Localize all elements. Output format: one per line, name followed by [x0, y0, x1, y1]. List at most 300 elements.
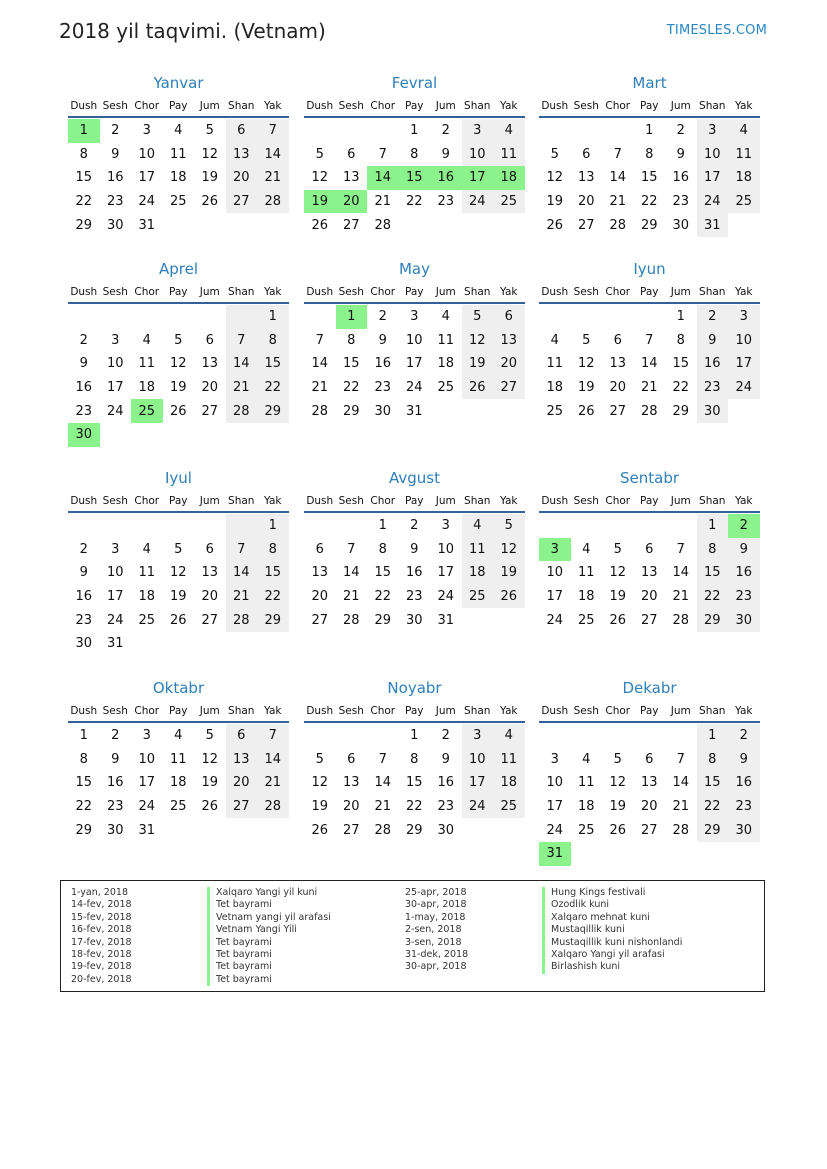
day-cell: 19	[304, 190, 336, 214]
weekday-label: Pay	[404, 286, 424, 298]
weekday-label: Shan	[228, 495, 255, 507]
day-cell: 20	[201, 589, 219, 605]
day-cell: 18	[493, 166, 525, 190]
legend-date: 18-fev, 2018	[71, 949, 132, 961]
day-cell: 13	[640, 565, 658, 581]
day-cell: 13	[311, 565, 329, 581]
day-cell: 12	[201, 751, 219, 767]
day-cell: 20	[640, 589, 658, 605]
empty-cell	[336, 119, 368, 143]
empty-cell	[634, 514, 666, 538]
day-cell: 14	[257, 748, 289, 772]
month-name: Fevral	[391, 74, 438, 92]
empty-cell	[226, 514, 258, 538]
empty-cell	[226, 423, 258, 447]
day-cell: 16	[75, 589, 93, 605]
day-cell: 25	[169, 799, 187, 815]
day-cell: 13	[201, 565, 219, 581]
day-cell: 24	[405, 380, 423, 396]
day-cell: 18	[169, 775, 187, 791]
day-cell: 20	[311, 589, 329, 605]
day-cell: 24	[138, 194, 156, 210]
day-cell: 30	[106, 217, 124, 233]
empty-cell	[430, 213, 462, 237]
day-cell: 26	[201, 799, 219, 815]
legend-date: 3-sen, 2018	[405, 936, 462, 948]
month-5	[304, 259, 525, 423]
weekday-label: Pay	[168, 495, 188, 507]
day-cell: 25	[138, 612, 156, 628]
month-name: Aprel	[158, 260, 199, 278]
day-cell: 1	[257, 305, 289, 329]
day-cell: 2	[728, 724, 760, 748]
day-cell: 10	[546, 565, 564, 581]
day-cell: 2	[79, 541, 88, 557]
day-cell: 23	[374, 380, 392, 396]
day-cell: 8	[697, 538, 729, 562]
day-cell: 7	[257, 724, 289, 748]
day-cell: 30	[106, 822, 124, 838]
day-cell: 10	[546, 775, 564, 791]
day-cell: 10	[106, 565, 124, 581]
day-cell: 14	[342, 565, 360, 581]
day-cell: 4	[582, 751, 591, 767]
day-cell: 20	[609, 380, 627, 396]
weekday-label: Shan	[699, 100, 726, 112]
page-title: 2018 yil taqvimi. (Vetnam)	[59, 19, 326, 43]
day-cell: 29	[697, 818, 729, 842]
weekday-label: Chor	[134, 100, 160, 112]
legend-date: 14-fev, 2018	[71, 899, 132, 911]
month-name: Oktabr	[152, 679, 205, 697]
day-cell: 27	[640, 612, 658, 628]
day-cell: 6	[347, 146, 356, 162]
day-cell: 10	[462, 748, 494, 772]
day-cell: 1	[645, 123, 654, 139]
day-cell: 25	[131, 399, 163, 423]
day-cell: 7	[257, 119, 289, 143]
empty-cell	[539, 305, 571, 329]
empty-cell	[571, 514, 603, 538]
weekday-label: Sesh	[338, 705, 364, 717]
month-9	[539, 468, 760, 632]
empty-cell	[430, 399, 462, 423]
day-cell: 2	[111, 728, 120, 744]
month-10	[68, 678, 289, 842]
day-cell: 16	[672, 170, 690, 186]
day-cell: 21	[640, 380, 658, 396]
day-cell: 22	[374, 589, 392, 605]
day-cell: 4	[142, 541, 151, 557]
weekday-label: Yak	[735, 286, 753, 298]
empty-cell	[257, 423, 289, 447]
empty-cell	[304, 305, 336, 329]
day-cell: 2	[79, 332, 88, 348]
empty-cell	[493, 818, 525, 842]
weekday-label: Jum	[670, 705, 691, 717]
day-cell: 14	[311, 356, 329, 372]
weekday-label: Jum	[199, 100, 220, 112]
day-cell: 26	[546, 217, 564, 233]
month-name: Mart	[632, 74, 667, 92]
empty-cell	[194, 632, 226, 656]
weekday-label: Pay	[404, 705, 424, 717]
weekday-label: Pay	[168, 100, 188, 112]
weekday-label: Sesh	[573, 286, 599, 298]
weekday-label: Chor	[370, 100, 396, 112]
day-cell: 26	[169, 612, 187, 628]
empty-cell	[462, 818, 494, 842]
empty-cell	[367, 119, 399, 143]
day-cell: 12	[311, 170, 329, 186]
legend-holiday-name: Vetnam yangi yil arafasi	[207, 912, 331, 924]
day-cell: 13	[493, 329, 525, 353]
weekday-label: Dush	[541, 286, 569, 298]
day-cell: 1	[79, 728, 88, 744]
weekday-label: Chor	[370, 705, 396, 717]
day-cell: 18	[577, 589, 595, 605]
day-grid	[539, 119, 760, 237]
empty-cell	[539, 119, 571, 143]
day-cell: 16	[374, 356, 392, 372]
empty-cell	[728, 842, 760, 866]
day-cell: 24	[546, 612, 564, 628]
day-cell: 27	[201, 403, 219, 419]
legend-holiday-name: Tet bayrami	[207, 937, 331, 949]
day-cell: 26	[169, 403, 187, 419]
day-cell: 24	[462, 190, 494, 214]
legend-holiday-name: Xalqaro Yangi yil arafasi	[542, 949, 682, 961]
day-grid	[304, 724, 525, 842]
weekday-header	[68, 701, 289, 723]
day-cell: 4	[582, 541, 591, 557]
day-cell: 29	[257, 399, 289, 423]
day-cell: 16	[430, 166, 462, 190]
empty-cell	[399, 213, 431, 237]
day-cell: 17	[106, 589, 124, 605]
empty-cell	[226, 213, 258, 237]
day-cell: 11	[577, 565, 595, 581]
month-name: May	[398, 260, 430, 278]
day-cell: 22	[640, 194, 658, 210]
day-cell: 29	[405, 822, 423, 838]
day-cell: 28	[342, 612, 360, 628]
weekday-label: Sesh	[338, 495, 364, 507]
day-grid	[68, 119, 289, 237]
day-cell: 23	[75, 403, 93, 419]
day-cell: 23	[106, 194, 124, 210]
day-cell: 23	[437, 194, 455, 210]
day-grid	[304, 119, 525, 237]
day-cell: 12	[493, 538, 525, 562]
day-cell: 30	[728, 818, 760, 842]
day-cell: 25	[437, 380, 455, 396]
day-cell: 5	[550, 146, 559, 162]
day-grid	[539, 724, 760, 866]
weekday-label: Pay	[639, 100, 659, 112]
day-cell: 17	[437, 565, 455, 581]
empty-cell	[257, 632, 289, 656]
weekday-label: Pay	[639, 286, 659, 298]
empty-cell	[163, 632, 195, 656]
day-cell: 1	[257, 514, 289, 538]
day-grid	[539, 514, 760, 632]
weekday-label: Chor	[605, 100, 631, 112]
day-cell: 12	[311, 775, 329, 791]
day-cell: 24	[106, 612, 124, 628]
day-cell: 5	[613, 751, 622, 767]
day-cell: 1	[676, 309, 685, 325]
day-cell: 6	[226, 119, 258, 143]
day-cell: 15	[374, 565, 392, 581]
day-cell: 25	[546, 403, 564, 419]
weekday-label: Shan	[228, 286, 255, 298]
day-cell: 17	[462, 771, 494, 795]
day-cell: 2	[676, 123, 685, 139]
day-cell: 30	[672, 217, 690, 233]
day-cell: 4	[441, 309, 450, 325]
day-cell: 10	[138, 751, 156, 767]
day-cell: 28	[226, 608, 258, 632]
day-cell: 14	[367, 166, 399, 190]
weekday-label: Shan	[699, 705, 726, 717]
day-cell: 30	[405, 612, 423, 628]
day-cell: 19	[609, 799, 627, 815]
day-cell: 11	[577, 775, 595, 791]
weekday-label: Yak	[500, 495, 518, 507]
weekday-header	[68, 96, 289, 118]
day-cell: 3	[441, 518, 450, 534]
weekday-label: Sesh	[102, 495, 128, 507]
weekday-label: Dush	[70, 100, 98, 112]
day-cell: 5	[582, 332, 591, 348]
day-cell: 16	[405, 565, 423, 581]
day-cell: 26	[609, 822, 627, 838]
day-cell: 13	[226, 748, 258, 772]
day-cell: 14	[640, 356, 658, 372]
day-grid	[304, 514, 525, 632]
weekday-label: Shan	[228, 100, 255, 112]
day-cell: 4	[142, 332, 151, 348]
day-cell: 9	[79, 356, 88, 372]
day-cell: 28	[609, 217, 627, 233]
day-cell: 15	[257, 352, 289, 376]
day-cell: 7	[315, 332, 324, 348]
day-cell: 27	[493, 376, 525, 400]
day-cell: 24	[462, 795, 494, 819]
day-cell: 6	[645, 751, 654, 767]
day-cell: 5	[493, 514, 525, 538]
day-cell: 11	[138, 356, 156, 372]
day-grid	[68, 724, 289, 842]
day-cell: 28	[257, 190, 289, 214]
day-cell: 31	[437, 612, 455, 628]
legend-holiday-name: Hung Kings festivali	[542, 887, 682, 899]
day-cell: 24	[546, 822, 564, 838]
legend-holiday-name: Mustaqillik kuni nishonlandi	[542, 937, 682, 949]
day-cell: 8	[79, 146, 88, 162]
weekday-label: Yak	[264, 286, 282, 298]
legend-right-dates	[405, 887, 468, 974]
empty-cell	[634, 305, 666, 329]
empty-cell	[634, 724, 666, 748]
day-cell: 22	[257, 585, 289, 609]
day-cell: 6	[613, 332, 622, 348]
day-cell: 25	[577, 822, 595, 838]
day-cell: 22	[697, 585, 729, 609]
empty-cell	[336, 514, 368, 538]
day-cell: 15	[75, 170, 93, 186]
legend-date: 16-fev, 2018	[71, 924, 132, 936]
day-cell: 2	[728, 514, 760, 538]
day-cell: 8	[410, 146, 419, 162]
day-cell: 17	[462, 166, 494, 190]
day-grid	[68, 514, 289, 656]
day-cell: 3	[111, 541, 120, 557]
day-cell: 11	[169, 146, 187, 162]
day-cell: 21	[257, 771, 289, 795]
weekday-label: Pay	[639, 705, 659, 717]
day-cell: 23	[697, 376, 729, 400]
empty-cell	[131, 632, 163, 656]
day-cell: 19	[201, 170, 219, 186]
site-link[interactable]: TIMESLES.COM	[666, 23, 767, 38]
day-cell: 16	[106, 775, 124, 791]
legend-holiday-name: Xalqaro Yangi yil kuni	[207, 887, 331, 899]
empty-cell	[602, 514, 634, 538]
weekday-label: Dush	[306, 100, 334, 112]
day-cell: 29	[75, 822, 93, 838]
day-cell: 4	[462, 514, 494, 538]
empty-cell	[571, 119, 603, 143]
day-cell: 28	[672, 612, 690, 628]
day-cell: 12	[462, 329, 494, 353]
day-cell: 19	[169, 380, 187, 396]
day-cell: 11	[493, 748, 525, 772]
day-cell: 1	[378, 518, 387, 534]
day-cell: 18	[577, 799, 595, 815]
day-cell: 12	[609, 565, 627, 581]
weekday-header	[68, 282, 289, 304]
legend-holiday-name: Tet bayrami	[207, 961, 331, 973]
empty-cell	[493, 399, 525, 423]
day-cell: 11	[138, 565, 156, 581]
day-cell: 11	[437, 332, 455, 348]
day-cell: 29	[672, 403, 690, 419]
weekday-label: Jum	[435, 100, 456, 112]
day-cell: 31	[539, 842, 571, 866]
day-cell: 31	[138, 822, 156, 838]
legend-left-names	[207, 887, 331, 986]
weekday-label: Sesh	[338, 286, 364, 298]
weekday-label: Chor	[605, 705, 631, 717]
day-cell: 6	[645, 541, 654, 557]
month-name: Yanvar	[153, 74, 204, 92]
day-cell: 4	[550, 332, 559, 348]
day-cell: 18	[138, 589, 156, 605]
month-12	[539, 678, 760, 866]
empty-cell	[697, 842, 729, 866]
day-cell: 3	[142, 123, 151, 139]
day-cell: 21	[257, 166, 289, 190]
month-2	[304, 73, 525, 237]
empty-cell	[571, 305, 603, 329]
empty-cell	[304, 724, 336, 748]
empty-cell	[493, 608, 525, 632]
weekday-label: Shan	[699, 286, 726, 298]
empty-cell	[462, 399, 494, 423]
day-cell: 15	[399, 166, 431, 190]
day-cell: 21	[226, 585, 258, 609]
day-cell: 14	[226, 561, 258, 585]
weekday-label: Jum	[435, 286, 456, 298]
day-cell: 12	[169, 565, 187, 581]
day-cell: 8	[378, 541, 387, 557]
legend-date: 19-fev, 2018	[71, 961, 132, 973]
weekday-label: Pay	[168, 286, 188, 298]
weekday-label: Yak	[735, 100, 753, 112]
empty-cell	[194, 213, 226, 237]
weekday-label: Yak	[735, 705, 753, 717]
day-cell: 23	[728, 795, 760, 819]
day-cell: 5	[315, 146, 324, 162]
day-cell: 10	[138, 146, 156, 162]
weekday-label: Sesh	[102, 286, 128, 298]
day-cell: 1	[697, 514, 729, 538]
empty-cell	[602, 724, 634, 748]
day-cell: 11	[169, 751, 187, 767]
month-name: Iyun	[633, 260, 666, 278]
day-cell: 7	[347, 541, 356, 557]
day-cell: 13	[342, 170, 360, 186]
empty-cell	[226, 632, 258, 656]
day-cell: 15	[257, 561, 289, 585]
weekday-label: Shan	[464, 286, 491, 298]
day-cell: 29	[257, 608, 289, 632]
weekday-label: Jum	[435, 705, 456, 717]
weekday-header	[304, 96, 525, 118]
day-cell: 9	[410, 541, 419, 557]
day-cell: 20	[226, 166, 258, 190]
legend-right-names	[542, 887, 682, 974]
day-cell: 20	[342, 799, 360, 815]
day-cell: 7	[676, 541, 685, 557]
weekday-label: Yak	[264, 100, 282, 112]
empty-cell	[462, 213, 494, 237]
weekday-label: Jum	[670, 495, 691, 507]
day-cell: 27	[609, 403, 627, 419]
weekday-label: Pay	[168, 705, 188, 717]
legend-date: 15-fev, 2018	[71, 911, 132, 923]
day-cell: 18	[437, 356, 455, 372]
empty-cell	[131, 305, 163, 329]
day-cell: 6	[205, 332, 214, 348]
day-cell: 17	[546, 589, 564, 605]
month-name: Avgust	[389, 469, 440, 487]
weekday-label: Yak	[500, 100, 518, 112]
legend-holiday-name: Tet bayrami	[207, 949, 331, 961]
day-cell: 20	[493, 352, 525, 376]
day-cell: 5	[315, 751, 324, 767]
day-cell: 29	[374, 612, 392, 628]
day-cell: 23	[75, 612, 93, 628]
day-cell: 5	[613, 541, 622, 557]
day-cell: 7	[226, 538, 258, 562]
day-cell: 16	[697, 352, 729, 376]
day-cell: 24	[728, 376, 760, 400]
weekday-header	[304, 282, 525, 304]
month-8	[304, 468, 525, 632]
